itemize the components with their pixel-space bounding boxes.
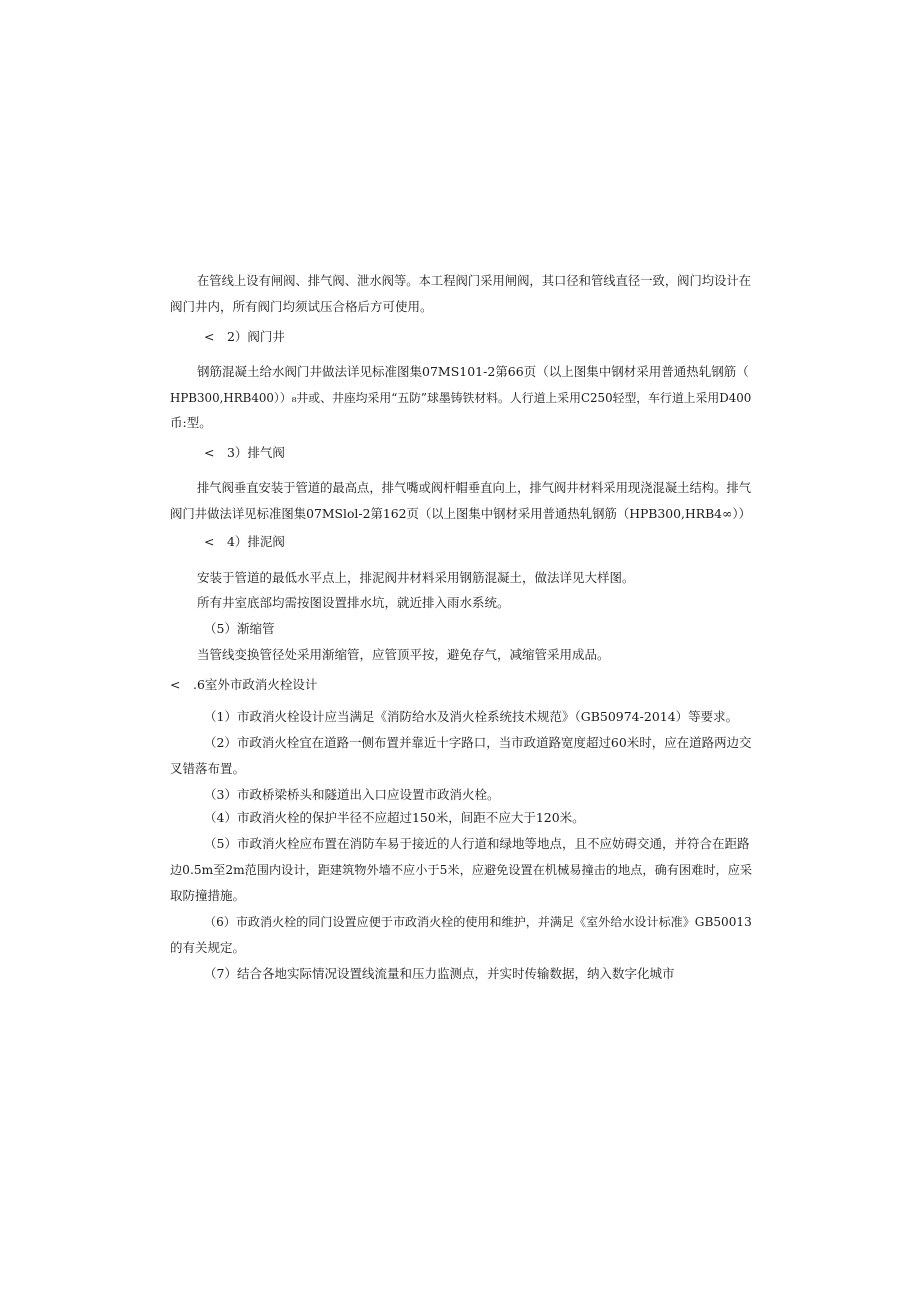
item-6-line-1: （6）市政消火栓的同门设置应便于市政消火栓的使用和维护，并满足《室外给水设计标准》GB50013: [204, 915, 752, 929]
item-6-line-2: 的有关规定。: [170, 940, 246, 955]
paragraph-valve-well-line-1: 钢筋混凝土给水阀门井做法详见标准图集07MS101-2第66页（以上图集中钢材采用普通热轧钢筋（: [197, 364, 749, 379]
heading-reducer: （5）渐缩管: [204, 621, 275, 636]
item-2-line-2: 叉错落布置。: [170, 761, 246, 776]
heading-air-valve: < 3）排气阀: [204, 445, 285, 460]
paragraph-air-valve-line-1: 排气阀垂直安装于管道的最高点，排气嘴或阀杆帽垂直向上，排气阀井材料采用现浇混凝土结构。排气: [197, 481, 752, 495]
heading-valve-well: < 2）阀门井: [204, 329, 285, 344]
item-2-line-1: （2）市政消火栓宜在道路一侧布置并靠近十字路口，当市政道路宽度超过60米时，应在道路两边交: [204, 735, 752, 750]
paragraph-valve-well-line-3: 币:型。: [170, 415, 212, 430]
item-7: （7）结合各地实际情况设置线流量和压力监测点，并实时传输数据，纳入数字化城市: [204, 966, 675, 981]
heading-drain-valve: < 4）排泥阀: [204, 534, 285, 549]
item-4: （4）市政消火栓的保护半径不应超过150米，间距不应大于120米。: [204, 810, 585, 825]
paragraph-drain-valve-line-2: 所有井室底部均需按图设置排水坑，就近排入雨水系统。: [197, 595, 510, 610]
section-heading-fire-hydrant: < .6室外市政消火栓设计: [170, 677, 318, 692]
paragraph-valve-well-line-2: HPB300,HRB400））₈井或、井座均采用“五防”球墨铸铁材料。人行道上采用C250轻型，车行道上采用D400: [170, 391, 752, 405]
paragraph-valves-line-1: 在管线上设有闸阀、排气阀、泄水阀等。本工程阀门采用闸阀，其口径和管线直径一致，阀门均设计在: [197, 274, 752, 288]
paragraph-air-valve-line-2: 阀门井做法详见标准图集07MSlol-2第162页（以上图集中钢材采用普通热轧钢筋（HPB300,HRB4∞））: [170, 506, 751, 521]
item-1: （1）市政消火栓设计应当满足《消防给水及消火栓系统技术规范》（GB50974-2014）等要求。: [204, 709, 739, 724]
item-5-line-1: （5）市政消火栓应布置在消防车易于接近的人行道和绿地等地点，且不应妨碍交通，并符合在距路: [204, 836, 750, 851]
paragraph-drain-valve-line-1: 安装于管道的最低水平点上，排泥阀井材料采用钢筋混凝土，做法详见大样图。: [197, 570, 635, 585]
paragraph-reducer: 当管线变换管径处采用渐缩管，应管顶平按，避免存气，减缩管采用成品。: [197, 647, 610, 662]
paragraph-valves-line-2: 阀门井内，所有阀门均须试压合格后方可使用。: [170, 299, 433, 314]
item-3: （3）市政桥梁桥头和隧道出入口应设置市政消火栓。: [204, 787, 500, 802]
item-5-line-3: 取防撞措施。: [170, 888, 246, 903]
item-5-line-2: 边0.5m至2m范围内设计，距建筑物外墙不应小于5米，应避免设置在机械易撞击的地点，确有困难时，应采: [170, 863, 753, 877]
